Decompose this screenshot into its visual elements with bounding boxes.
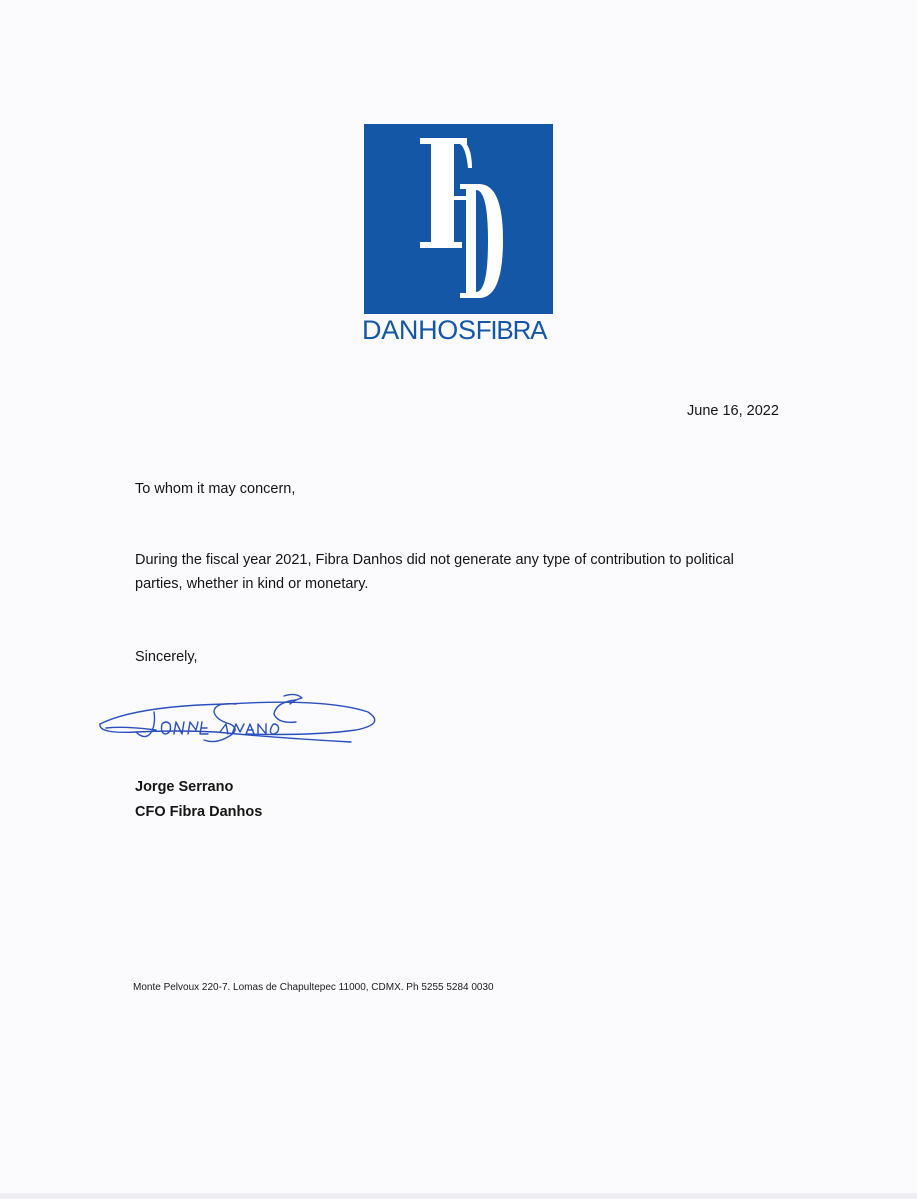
letter-date: June 16, 2022: [687, 403, 779, 419]
handwritten-signature: [96, 690, 386, 750]
footer-address: Monte Pelvoux 220-7. Lomas de Chapultepec 11000, CDMX. Ph 5255 5284 0030: [133, 982, 494, 993]
letter-closing: Sincerely,: [135, 649, 198, 665]
company-logo: [364, 124, 553, 314]
letter-salutation: To whom it may concern,: [135, 481, 296, 497]
fd-monogram-logo: [364, 124, 553, 314]
signer-name: Jorge Serrano: [135, 779, 234, 795]
wordmark-fibra: FIBRA: [475, 315, 547, 345]
wordmark-danhos: DANHOS: [362, 315, 476, 345]
letter-body-line-2: parties, whether in kind or monetary.: [135, 576, 369, 592]
company-wordmark: [362, 314, 556, 346]
signer-title: CFO Fibra Danhos: [135, 804, 263, 820]
page-bottom-edge: [0, 1193, 917, 1199]
letter-body-line-1: During the fiscal year 2021, Fibra Danhos did not generate any type of contribution to political: [135, 552, 734, 568]
